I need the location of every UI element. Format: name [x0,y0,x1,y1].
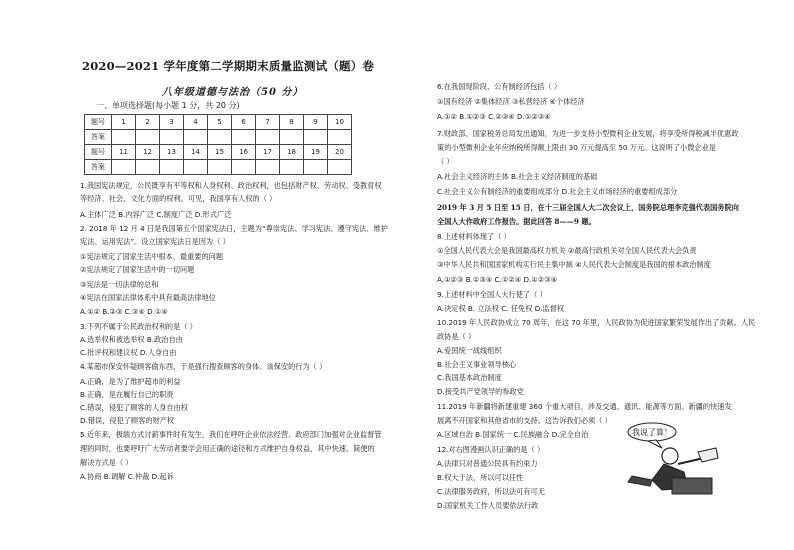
table-cell: 19 [304,145,328,160]
question-line: C.批评权和建议权 D.人身自由 [80,348,177,357]
question-line: A.选举权和被选举权 B.政治自由 [80,335,183,344]
question-line: 宪法、运用宪法”。设立国家宪法日是因为（ ） [80,237,230,246]
table-cell [328,160,352,175]
question-line: 2019 年 3 月 5 日至 15 日，在十三届全国人大二次会议上，国务院总理李克强代表国务院向 [437,203,739,212]
table-cell: 答案 [85,160,112,175]
table-cell [208,130,232,145]
table-cell: 20 [328,145,352,160]
question-line: A.决定权 B. 立法权 C. 任免权 D.监督权 [437,304,565,313]
table-cell [280,130,304,145]
question-line: 1.我国宪法规定，公民既享有平等权和人身权利、政治权利，也包括财产权、劳动权、受教育权 [80,181,382,190]
table-cell [328,130,352,145]
table-cell: 17 [256,145,280,160]
table-cell: 题号 [85,145,112,160]
table-row [85,145,352,160]
table-cell: 14 [184,145,208,160]
question-line: 全国人大作政府工作报告。据此回答 8——9 题。 [437,217,596,226]
table-cell: 18 [280,145,304,160]
table-row [85,160,352,175]
question-line: 9.上述材料中全国人大行使了（ ） [437,290,547,299]
section-heading: 一、单项选择题(每小题 1 分，共 20 分) [96,101,240,110]
table-cell [136,160,160,175]
table-cell [256,130,280,145]
exam-title: 2020—2021 学年度第二学期期末质量监测试（题）卷 [82,59,375,73]
table-cell: 题号 [85,115,112,130]
question-line: 展离不开国家和其他省市的支持。这告诉我们必须（ ） [437,416,612,425]
question-line: 政协是（ ） [437,332,476,341]
table-cell [160,160,184,175]
table-cell [280,160,304,175]
table-cell [304,130,328,145]
question-line: （ ） [437,157,454,166]
question-line: ①宪法规定了国家生活中根本、最重要的问题 [80,252,224,261]
question-line: C.错误，侵犯了顾客的人身自由权 [80,403,188,412]
table-cell: 5 [208,115,232,130]
question-line: ②宪法规定了国家生活中的一切问题 [80,265,195,274]
question-line: 解决方式是（ ） [80,458,133,467]
question-line: ①国有经济 ②集体经济 ③私营经济 ④个体经济 [437,97,585,106]
question-line: 7.财政部、国家税务总局发出通知，为进一步支持小型微利企业发展，将享受所得税减半优惠政 [437,129,739,138]
question-line: B.正确，是在履行自己的职责 [80,390,174,399]
table-cell [160,130,184,145]
table-cell [112,130,136,145]
table-row [85,115,352,130]
question-line: 11.2019 年新疆将新建重建 360 个重大项目，涉及交通、通讯、能源等方面。新疆的快速发 [437,402,732,411]
question-line: 等经济、社会、文化方面的权利。可见，我国享有人权的（ ） [80,194,277,203]
question-line: C.社会主义公有制经济的重要组成部分 D.社会主义市场经济的重要组成部分 [437,187,678,196]
table-cell [232,160,256,175]
question-line: ③宪法是一切法律的总和 [80,280,159,289]
question-line: A.社会主义经济的主体 B.社会主义经济制度的基础 [437,172,598,181]
question-line: 10.2019 年人民政协成立 70 周年，在这 70 年里，人民政协为促进国家繁荣发展作出了贡献。人民 [437,318,756,327]
question-line: 6.在我国现阶段，公有制经济包括（ ） [437,82,562,91]
question-line: A.①② B.①②③ C.②③④ D.①②③④ [437,112,551,121]
question-line: 4.某超市保安怀疑顾客偷东西，于是强行搜查顾客的身体。该保安的行为（ ） [80,362,327,371]
table-cell: 3 [160,115,184,130]
table-cell [184,130,208,145]
table-cell: 9 [304,115,328,130]
question-line: 理的同时，也要呼吁广大劳动者要学会用正确的途径和方式维护自身权益，其中快速、简便的 [80,444,375,453]
question-line: 策的小型微利企业年应纳税所得额上限由 30 万元提高至 50 万元。这说明了小微企业是 [437,143,716,152]
question-line: B.权大于法，所以可以任性 [437,473,524,482]
question-line: 2. 2018 年 12 月 4 日是我国第五个国家宪法日，主题为“尊崇宪法、学习宪法、遵守宪法、维护 [80,224,388,233]
table-cell: 7 [256,115,280,130]
question-line: A.爱国统一战线组织 [437,346,502,355]
table-cell: 15 [208,145,232,160]
table-cell: 1 [112,115,136,130]
question-line: D.国家机关工作人员要依法行政 [437,501,539,510]
cartoon-illustration [612,418,722,498]
table-cell: 4 [184,115,208,130]
table-cell [112,160,136,175]
table-cell [136,130,160,145]
table-cell: 2 [136,115,160,130]
question-line: 5.近年来，极端方式讨薪事件时有发生，我们在呼吁企业依法经营、政府部门加强对企业监督管 [80,430,382,439]
question-line: 12.对右图漫画认识正确的是（ ） [437,445,545,454]
table-cell [256,160,280,175]
question-line: A.①②③ B.①③④ C.①②④ D.①②③④ [437,275,558,284]
question-line: D.接受共产党领导的参政党 [437,387,524,396]
question-line: C.我国基本政治制度 [437,373,502,382]
question-line: ③中华人民共和国国家机构实行民主集中制 ④人民代表大会制度是我国的根本政治制度 [437,260,711,269]
table-row [85,130,352,145]
question-line: A.区域自治 B.国家统一 C.民族融合 D.完全自治 [437,430,589,439]
table-cell: 11 [112,145,136,160]
cartoon-bubble-text: 我说了算！ [632,428,672,437]
question-line: ④宪法在国家法律体系中具有最高法律地位 [80,293,216,302]
table-cell: 6 [232,115,256,130]
score-table [84,114,352,175]
table-cell [184,160,208,175]
question-line: 3.下列不属于公民政治权利的是（ ） [80,322,197,331]
question-line: C.法律服务政府，所以法可有可无 [437,487,545,496]
table-cell: 12 [136,145,160,160]
table-cell [304,160,328,175]
table-cell: 13 [160,145,184,160]
table-cell: 答案 [85,130,112,145]
question-line: A.正确，是为了维护超市的利益 [80,377,181,386]
table-cell [208,160,232,175]
question-line: D.错误，侵犯了顾客的财产权 [80,416,175,425]
question-line: B.社会主义事业领导核心 [437,360,517,369]
question-line: A.法律只对普通公民具有约束力 [437,459,538,468]
table-cell [232,130,256,145]
question-line: 8.上述材料体现了（ ） [437,232,511,241]
exam-subtitle: 八年级道德与法治（50 分） [162,87,304,98]
question-line: A.协商 B.调解 C.仲裁 D.起诉 [80,472,174,481]
table-cell: 8 [280,115,304,130]
question-line: A.主体广泛 B.内容广泛 C.制度广泛 D.形式广泛 [80,210,232,219]
table-cell: 16 [232,145,256,160]
table-cell: 10 [328,115,352,130]
question-line: A.①② B.②③ C.③④ D.①④ [80,307,168,316]
question-line: ①全国人民代表大会是我国最高权力机关 ②最高行政机关对全国人民代表大会负责 [437,246,697,255]
